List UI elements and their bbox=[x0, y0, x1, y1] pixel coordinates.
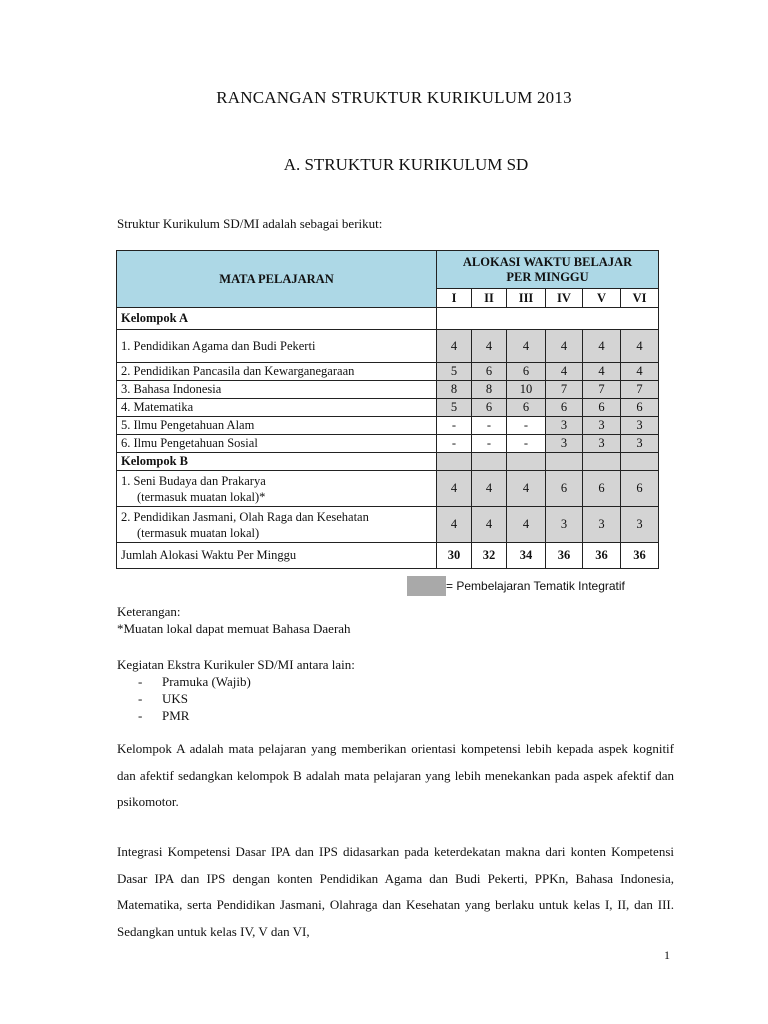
value-cell: 3 bbox=[546, 417, 583, 435]
value-cell: 6 bbox=[583, 399, 621, 417]
value-cell: 4 bbox=[621, 363, 659, 381]
time-header bbox=[437, 251, 659, 289]
table-row bbox=[117, 471, 659, 507]
group-b-spacer-cell bbox=[546, 453, 583, 471]
value-cell: 4 bbox=[583, 363, 621, 381]
ekstra-list bbox=[117, 673, 355, 724]
value-cell: 4 bbox=[507, 330, 546, 363]
ekstra-item bbox=[117, 673, 355, 690]
ekstra-item-text: Pramuka (Wajib) bbox=[162, 674, 251, 689]
value-cell: 4 bbox=[437, 507, 472, 543]
bullet-dash: - bbox=[138, 708, 143, 723]
table-row bbox=[117, 399, 659, 417]
value-cell: 3 bbox=[621, 417, 659, 435]
total-cell: 32 bbox=[472, 543, 507, 569]
keterangan-block bbox=[117, 603, 351, 637]
curriculum-table bbox=[116, 250, 659, 569]
value-cell: 4 bbox=[507, 507, 546, 543]
value-cell: 4 bbox=[546, 330, 583, 363]
table-row bbox=[117, 435, 659, 453]
value-cell: 4 bbox=[507, 471, 546, 507]
legend-swatch bbox=[407, 576, 446, 596]
keterangan-label: Keterangan: bbox=[117, 604, 181, 619]
value-cell: 6 bbox=[472, 399, 507, 417]
total-cell: 34 bbox=[507, 543, 546, 569]
value-cell: 7 bbox=[546, 381, 583, 399]
subject-label: 6. Ilmu Pengetahuan Sosial bbox=[117, 435, 437, 453]
value-cell: 3 bbox=[546, 507, 583, 543]
ekstra-item bbox=[117, 707, 355, 724]
value-cell: 7 bbox=[583, 381, 621, 399]
value-cell: 10 bbox=[507, 381, 546, 399]
total-cell: 36 bbox=[546, 543, 583, 569]
value-cell: 6 bbox=[621, 471, 659, 507]
grade-header: II bbox=[472, 289, 507, 308]
value-cell: 6 bbox=[472, 363, 507, 381]
value-cell: 4 bbox=[621, 330, 659, 363]
value-cell: 3 bbox=[621, 435, 659, 453]
subject-label: 5. Ilmu Pengetahuan Alam bbox=[117, 417, 437, 435]
value-cell: 4 bbox=[472, 330, 507, 363]
group-b-rows bbox=[117, 471, 659, 543]
subject-label-line2: (termasuk muatan lokal)* bbox=[137, 489, 266, 504]
subject-label-line1: 2. Pendidikan Jasmani, Olah Raga dan Kesehatan bbox=[121, 509, 369, 524]
legend bbox=[407, 576, 625, 596]
table-row bbox=[117, 363, 659, 381]
value-cell: - bbox=[507, 435, 546, 453]
value-cell: - bbox=[437, 435, 472, 453]
total-label: Jumlah Alokasi Waktu Per Minggu bbox=[117, 543, 437, 569]
total-cell: 36 bbox=[621, 543, 659, 569]
group-b-spacer-cell bbox=[507, 453, 546, 471]
table-row bbox=[117, 330, 659, 363]
table-row bbox=[117, 417, 659, 435]
value-cell: 6 bbox=[546, 399, 583, 417]
group-b-spacer-cell bbox=[583, 453, 621, 471]
ekstra-item-text: PMR bbox=[162, 708, 190, 723]
paragraph-2: Integrasi Kompetensi Dasar IPA dan IPS didasarkan pada keterdekatan makna dari konten Kompetensi Dasar IPA dan IPS dengan konten Pendidikan Agama dan Budi Pekerti, PPKn, Bahasa Indonesia, Matematika, serta Pendidikan Jasmani, Olahraga dan Kesehatan yang berlaku untuk kelas I, II, dan III. Sedangkan untuk kelas IV, V dan VI, bbox=[117, 844, 674, 939]
subject-label: 1. Pendidikan Agama dan Budi Pekerti bbox=[117, 330, 437, 363]
page-number: 1 bbox=[664, 948, 670, 962]
total-cell: 36 bbox=[583, 543, 621, 569]
subject-label bbox=[117, 471, 437, 507]
grade-header: III bbox=[507, 289, 546, 308]
subject-label: 4. Matematika bbox=[117, 399, 437, 417]
value-cell: 5 bbox=[437, 399, 472, 417]
value-cell: 3 bbox=[546, 435, 583, 453]
group-b-spacer-cell bbox=[472, 453, 507, 471]
ekstra-intro: Kegiatan Ekstra Kurikuler SD/MI antara lain: bbox=[117, 657, 355, 672]
total-cell: 30 bbox=[437, 543, 472, 569]
value-cell: - bbox=[472, 435, 507, 453]
document-title: RANCANGAN STRUKTUR KURIKULUM 2013 bbox=[216, 88, 572, 107]
subject-header: MATA PELAJARAN bbox=[117, 251, 437, 308]
value-cell: 4 bbox=[437, 330, 472, 363]
grade-header: I bbox=[437, 289, 472, 308]
subject-label-line2: (termasuk muatan lokal) bbox=[137, 525, 260, 540]
value-cell: 6 bbox=[583, 471, 621, 507]
group-b-label: Kelompok B bbox=[117, 453, 437, 471]
value-cell: 4 bbox=[472, 471, 507, 507]
value-cell: 6 bbox=[621, 399, 659, 417]
grade-header: IV bbox=[546, 289, 583, 308]
subject-label: 3. Bahasa Indonesia bbox=[117, 381, 437, 399]
group-a-spacer bbox=[437, 308, 659, 330]
value-cell: 3 bbox=[583, 435, 621, 453]
group-a-label: Kelompok A bbox=[117, 308, 437, 330]
value-cell: 3 bbox=[621, 507, 659, 543]
value-cell: 4 bbox=[546, 363, 583, 381]
value-cell: 8 bbox=[437, 381, 472, 399]
bullet-dash: - bbox=[138, 674, 143, 689]
paragraph-1: Kelompok A adalah mata pelajaran yang memberikan orientasi kompetensi lebih kepada aspek kognitif dan afektif sedangkan kelompok B adalah mata pelajaran yang lebih menekankan pada aspek afektif dan psikomotor. bbox=[117, 741, 674, 809]
group-b-spacer-cell bbox=[621, 453, 659, 471]
value-cell: 5 bbox=[437, 363, 472, 381]
value-cell: 6 bbox=[507, 363, 546, 381]
grade-header: V bbox=[583, 289, 621, 308]
value-cell: 6 bbox=[546, 471, 583, 507]
value-cell: 3 bbox=[583, 507, 621, 543]
keterangan-note: *Muatan lokal dapat memuat Bahasa Daerah bbox=[117, 621, 351, 636]
legend-text: = Pembelajaran Tematik Integratif bbox=[446, 579, 625, 593]
bullet-dash: - bbox=[138, 691, 143, 706]
value-cell: - bbox=[437, 417, 472, 435]
value-cell: - bbox=[472, 417, 507, 435]
section-title: A. STRUKTUR KURIKULUM SD bbox=[283, 155, 529, 174]
value-cell: 4 bbox=[437, 471, 472, 507]
value-cell: 8 bbox=[472, 381, 507, 399]
grade-header: VI bbox=[621, 289, 659, 308]
ekstra-item-text: UKS bbox=[162, 691, 189, 706]
value-cell: 7 bbox=[621, 381, 659, 399]
time-header-line1: ALOKASI WAKTU BELAJAR bbox=[462, 254, 633, 269]
value-cell: - bbox=[507, 417, 546, 435]
table-row bbox=[117, 381, 659, 399]
time-header-line2: PER MINGGU bbox=[506, 269, 589, 284]
ekstra-block bbox=[117, 656, 355, 724]
group-b-spacer-cell bbox=[437, 453, 472, 471]
subject-label bbox=[117, 507, 437, 543]
ekstra-item bbox=[117, 690, 355, 707]
value-cell: 4 bbox=[472, 507, 507, 543]
value-cell: 6 bbox=[507, 399, 546, 417]
table-row bbox=[117, 507, 659, 543]
value-cell: 3 bbox=[583, 417, 621, 435]
subject-label: 2. Pendidikan Pancasila dan Kewarganegaraan bbox=[117, 363, 437, 381]
group-a-rows bbox=[117, 330, 659, 453]
intro-text: Struktur Kurikulum SD/MI adalah sebagai berikut: bbox=[117, 216, 383, 231]
subject-label-line1: 1. Seni Budaya dan Prakarya bbox=[121, 473, 266, 488]
value-cell: 4 bbox=[583, 330, 621, 363]
